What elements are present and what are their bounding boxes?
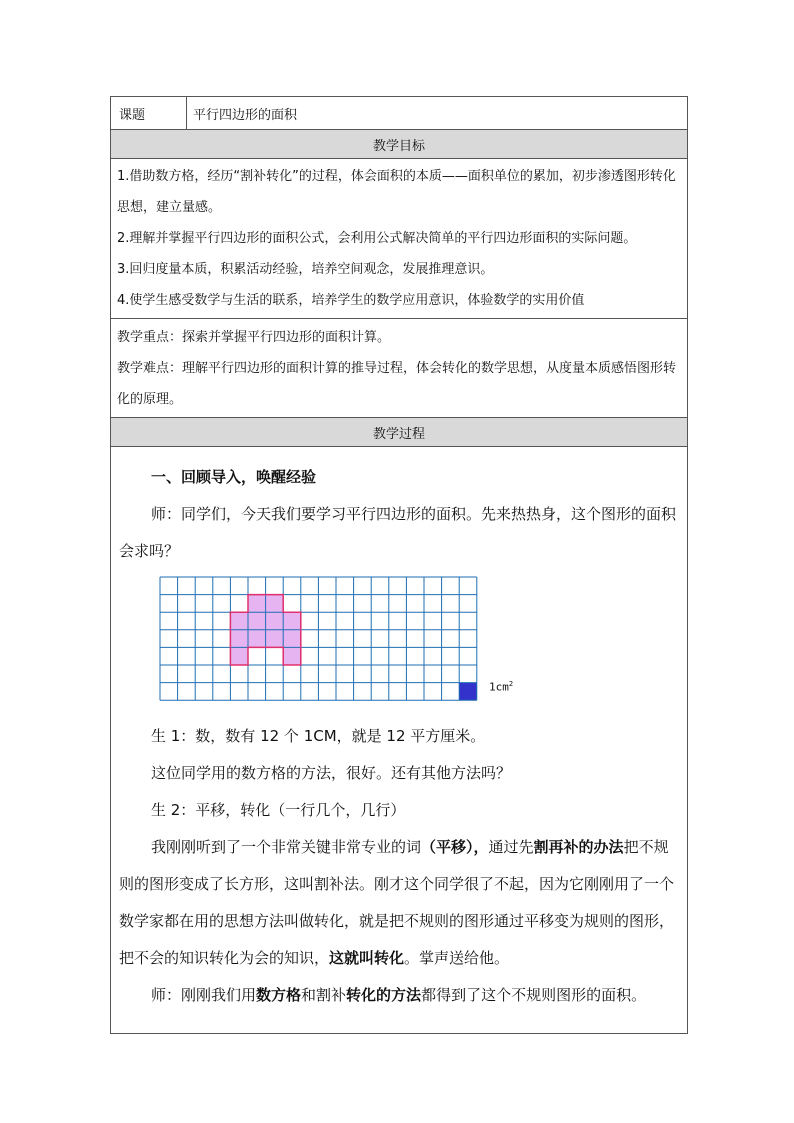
objective-item: 2.理解并掌握平行四边形的面积公式，会利用公式解决简单的平行四边形面积的实际问题。 [117,231,637,246]
shape-cell [283,647,301,665]
text-run: 都得到了这个不规则图形的面积。 [421,986,647,1004]
bold-run: 割再补的办法 [533,838,624,856]
objectives-list [111,159,687,319]
unit-square [459,683,477,701]
title-row [111,97,687,130]
section1-title: 一、回顾导入，唤醒经验 [151,468,317,486]
shape-cell [230,630,248,648]
objectives-heading: 教学目标 [111,130,687,159]
shape-cell [248,630,266,648]
shape-cell [266,630,284,648]
student2-answer: 生 2：平移，转化（一行几个，几行） [151,801,406,819]
text-run: 把不规则的图形变成了长方形，这叫割补法。刚才这个同学很了不起，因为它刚刚用了一个数学家都在用的思想方法叫做转化，就是把不规则的图形通过平移变为规则的图形，把不会的知识转化为会的知识， [119,838,675,967]
bold-run: 数方格 [256,986,302,1004]
unit-text: 1cm [489,680,509,694]
difficulty-point: 教学难点：理解平行四边形的面积计算的推导过程，体会转化的数学思想，从度量本质感悟图形转化的原理。 [117,361,677,407]
teacher-praise: 这位同学用的数方格的方法，很好。还有其他方法吗？ [151,764,512,782]
unit-label [489,678,513,694]
shape-cell [283,630,301,648]
shape-cell [283,612,301,630]
objective-item: 4.使学生感受数学与生活的联系，培养学生的数学应用意识，体验数学的实用价值 [117,293,585,308]
teacher-explanation [119,829,679,977]
shape-cell [230,612,248,630]
square-grid-diagram [159,576,479,702]
shape-cell [248,612,266,630]
subject-label: 课题 [111,97,187,129]
text-run: 通过先 [488,838,534,856]
shape-cell [266,612,284,630]
objective-item: 3.回归度量本质，积累活动经验，培养空间观念，发展推理意识。 [117,262,494,277]
teacher-intro: 师：同学们，今天我们要学习平行四边形的面积。先来热热身，这个图形的面积会求吗？ [119,505,677,560]
unit-superscript: 2 [508,680,514,688]
bold-run: 这就叫转化 [329,949,405,967]
bold-run: 转化的方法 [346,986,422,1004]
text-run: 。掌声送给他。 [404,949,510,967]
teacher-summary [119,977,679,1014]
process-heading: 教学过程 [111,418,687,447]
shape-cell [266,595,284,613]
student1-answer: 生 1：数，数有 12 个 1CM，就是 12 平方厘米。 [151,727,486,745]
text-run: 师：刚刚我们用 [151,986,257,1004]
shape-cell [248,595,266,613]
lesson-title: 平行四边形的面积 [193,107,298,123]
process-section [111,447,687,1033]
text-run: 我刚刚听到了一个非常关键非常专业的词 [151,838,422,856]
objective-item: 1.借助数方格，经历“割补转化”的过程，体会面积的本质——面积单位的累加，初步渗透图形转化思想，建立量感。 [117,169,676,215]
key-point: 教学重点：探索并掌握平行四边形的面积计算。 [117,330,391,345]
grid-figure [119,574,679,710]
bold-run: （平移）， [421,838,489,856]
focus-section [111,319,687,418]
lesson-plan-table [110,96,688,1034]
shape-cell [230,647,248,665]
text-run: 和割补 [301,986,347,1004]
